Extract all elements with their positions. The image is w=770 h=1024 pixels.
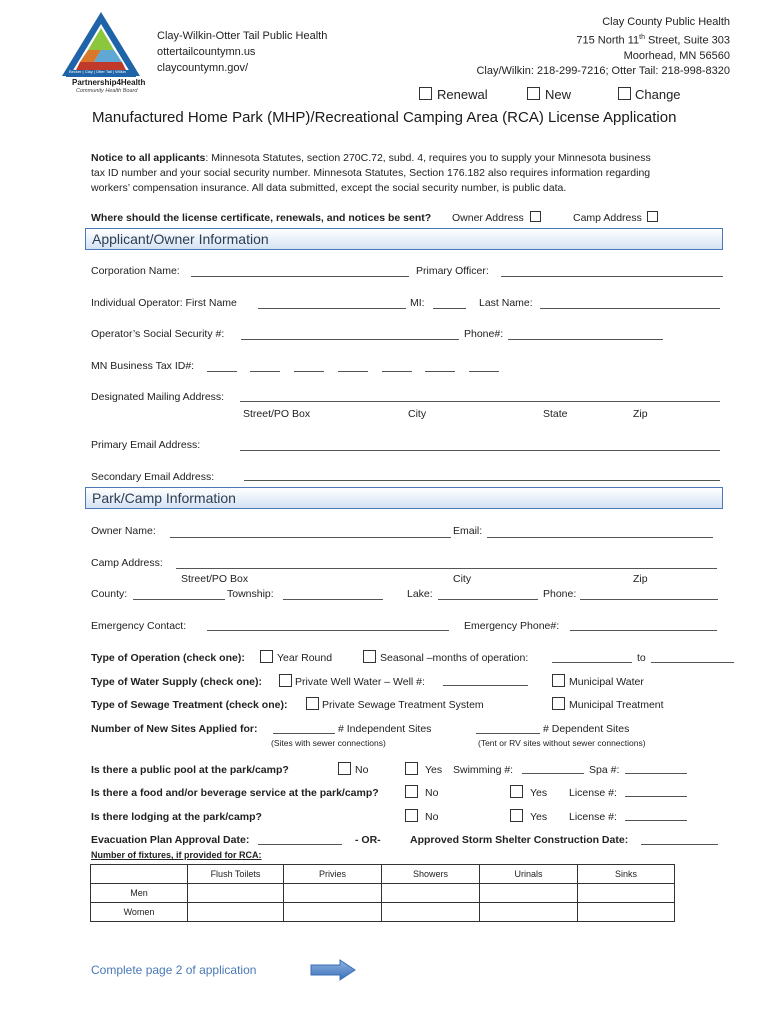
camp-address-label: Camp Address: (91, 557, 163, 569)
pool-question: Is there a public pool at the park/camp? (91, 764, 289, 776)
header-left-line3: claycountymn.gov/ (157, 62, 249, 74)
mailing-label: Designated Mailing Address: (91, 391, 225, 403)
ssn-label: Operator’s Social Security #: (91, 328, 225, 340)
primary-officer-label: Primary Officer: (416, 265, 489, 277)
new-label: New (545, 87, 572, 102)
page-title: Manufactured Home Park (MHP)/Recreational Camping Area (RCA) License Application (92, 109, 677, 126)
header-right (476, 15, 730, 79)
fixtures-header-urinals: Urinals (480, 865, 578, 884)
evacuation-label: Evacuation Plan Approval Date: (91, 834, 250, 846)
seasonal-label: Seasonal –months of operation: (380, 652, 529, 664)
storm-shelter-date-field[interactable] (641, 844, 718, 845)
logo-tagline: Community Health Board (76, 88, 138, 94)
lodging-question: Is there lodging at the park/camp? (91, 811, 262, 823)
fixtures-table (90, 864, 675, 922)
lake-field[interactable] (438, 599, 538, 600)
park-email-label: Email: (453, 525, 483, 537)
independent-sites-note: (Sites with sewer connections) (271, 738, 386, 748)
logo (60, 10, 146, 96)
camp-address-field[interactable] (176, 568, 717, 569)
lodging-license-field[interactable] (625, 820, 687, 821)
spa-label: Spa #: (589, 764, 620, 776)
dependent-sites-note: (Tent or RV sites without sewer connections) (478, 738, 646, 748)
food-license-field[interactable] (625, 796, 687, 797)
mailing-zip-caption: Zip (633, 408, 648, 420)
tax-id-digit-7[interactable] (469, 371, 499, 372)
header-right-line4: Clay/Wilkin: 218-299-7216; Otter Tail: 218-998-8320 (476, 64, 730, 77)
private-well-checkbox[interactable] (279, 674, 292, 687)
year-round-label: Year Round (277, 652, 333, 664)
women-privies-cell[interactable] (284, 903, 382, 922)
pool-no-checkbox[interactable] (338, 762, 351, 775)
notice-line1: : Minnesota Statutes, section 270C.72, subd. 4, requires you to supply your Minnesota business (205, 152, 651, 164)
tax-id-digit-6[interactable] (425, 371, 455, 372)
township-field[interactable] (283, 599, 383, 600)
seasonal-checkbox[interactable] (363, 650, 376, 663)
lake-label: Lake: (407, 588, 433, 600)
men-showers-cell[interactable] (382, 884, 480, 903)
mailing-field[interactable] (240, 401, 720, 402)
county-label: County: (91, 588, 128, 600)
fixtures-header-row (91, 865, 675, 884)
send-to-owner-label: Owner Address (452, 212, 524, 224)
fixtures-header-showers: Showers (382, 865, 480, 884)
food-yes-checkbox[interactable] (510, 785, 523, 798)
men-privies-cell[interactable] (284, 884, 382, 903)
municipal-water-checkbox[interactable] (552, 674, 565, 687)
fixtures-header-blank (91, 865, 188, 884)
owner-name-label: Owner Name: (91, 525, 156, 537)
pool-yes-checkbox[interactable] (405, 762, 418, 775)
evacuation-date-field[interactable] (258, 844, 342, 845)
season-start-field[interactable] (552, 662, 632, 663)
mailing-city-caption: City (408, 408, 427, 420)
season-to-label: to (637, 652, 646, 664)
emergency-phone-label: Emergency Phone#: (464, 620, 560, 632)
well-number-field[interactable] (443, 685, 528, 686)
notice-line3: workers’ compensation insurance. All data submitted, except the social security number, is public data. (91, 182, 567, 194)
footer-text: Complete page 2 of application (91, 963, 257, 977)
tax-id-digit-1[interactable] (207, 371, 237, 372)
women-showers-cell[interactable] (382, 903, 480, 922)
independent-sites-label: # Independent Sites (338, 723, 432, 735)
header-right-line2: 715 North 11th Street, Suite 303 (576, 34, 730, 47)
new-sites-label: Number of New Sites Applied for: (91, 723, 258, 735)
municipal-treatment-checkbox[interactable] (552, 697, 565, 710)
change-checkbox[interactable] (618, 87, 631, 100)
first-name-field[interactable] (258, 308, 406, 309)
send-to-camp-checkbox[interactable] (647, 211, 658, 222)
fixtures-header-privies: Privies (284, 865, 382, 884)
food-no-label: No (425, 787, 439, 799)
first-name-label: Individual Operator: First Name (91, 297, 237, 309)
private-well-label: Private Well Water – Well #: (295, 676, 425, 688)
fixtures-row-label: Men (91, 884, 188, 903)
ssn-field[interactable] (241, 339, 459, 340)
logo-band: Becker | Clay | Otter Tail | Wilkin (69, 69, 126, 74)
new-checkbox[interactable] (527, 87, 540, 100)
section-park-camp (85, 487, 723, 509)
food-license-label: License #: (569, 787, 617, 799)
mi-field[interactable] (433, 308, 466, 309)
change-label: Change (635, 87, 681, 102)
tax-id-digit-3[interactable] (294, 371, 324, 372)
fixtures-caption: Number of fixtures, if provided for RCA: (91, 850, 262, 860)
phone-field[interactable] (508, 339, 663, 340)
section-applicant-owner (85, 228, 723, 250)
season-end-field[interactable] (651, 662, 734, 663)
tax-id-label: MN Business Tax ID#: (91, 360, 195, 372)
tax-id-digit-2[interactable] (250, 371, 280, 372)
spa-field[interactable] (625, 773, 687, 774)
women-urinals-cell[interactable] (480, 903, 578, 922)
secondary-email-label: Secondary Email Address: (91, 471, 215, 483)
next-page-arrow-icon[interactable] (310, 959, 356, 986)
women-sinks-cell[interactable] (578, 903, 675, 922)
primary-email-label: Primary Email Address: (91, 439, 201, 451)
lodging-no-checkbox[interactable] (405, 809, 418, 822)
notice-line2: tax ID number and your social security number. Minnesota Statutes, Section 176.182 also requires information regarding (91, 167, 651, 179)
park-phone-field[interactable] (580, 599, 718, 600)
lodging-license-label: License #: (569, 811, 617, 823)
corporation-label: Corporation Name: (91, 265, 180, 277)
men-sinks-cell[interactable] (578, 884, 675, 903)
renewal-checkbox[interactable] (419, 87, 432, 100)
renewal-label: Renewal (437, 87, 488, 102)
lodging-no-label: No (425, 811, 439, 823)
municipal-treatment-label: Municipal Treatment (569, 699, 664, 711)
fixtures-header-flush-toilets: Flush Toilets (188, 865, 284, 884)
section-applicant-owner-title: Applicant/Owner Information (92, 231, 269, 247)
tax-id-digit-5[interactable] (382, 371, 412, 372)
water-supply-label: Type of Water Supply (check one): (91, 676, 262, 688)
header-right-line3: Moorhead, MN 56560 (623, 49, 730, 62)
or-label: - OR- (355, 834, 381, 846)
women-flush-toilets-cell[interactable] (188, 903, 284, 922)
header-right-line1: Clay County Public Health (602, 16, 730, 28)
food-question: Is there a food and/or beverage service at the park/camp? (91, 787, 379, 799)
emergency-phone-field[interactable] (570, 630, 717, 631)
private-sewage-label: Private Sewage Treatment System (322, 699, 484, 711)
last-name-label: Last Name: (479, 297, 533, 309)
swimming-field[interactable] (522, 773, 584, 774)
men-flush-toilets-cell[interactable] (188, 884, 284, 903)
primary-email-field[interactable] (240, 450, 720, 451)
header-left (157, 28, 327, 76)
lodging-yes-label: Yes (530, 811, 548, 823)
sewage-type-label: Type of Sewage Treatment (check one): (91, 699, 288, 711)
tax-id-digit-4[interactable] (338, 371, 368, 372)
mi-label: MI: (410, 297, 425, 309)
header-left-line2: ottertailcountymn.us (157, 46, 256, 58)
mailing-street-caption: Street/PO Box (243, 408, 311, 420)
men-urinals-cell[interactable] (480, 884, 578, 903)
lodging-yes-checkbox[interactable] (510, 809, 523, 822)
emergency-contact-field[interactable] (207, 630, 449, 631)
notice (91, 151, 651, 196)
fixtures-row-women (91, 903, 675, 922)
municipal-water-label: Municipal Water (569, 676, 644, 688)
independent-sites-field[interactable] (273, 733, 335, 734)
pool-no-label: No (355, 764, 369, 776)
food-no-checkbox[interactable] (405, 785, 418, 798)
logo-org: Partnership4Health (72, 78, 146, 87)
storm-shelter-label: Approved Storm Shelter Construction Date: (410, 834, 629, 846)
pool-yes-label: Yes (425, 764, 443, 776)
operation-type-label: Type of Operation (check one): (91, 652, 245, 664)
dependent-sites-label: # Dependent Sites (543, 723, 630, 735)
send-to-owner-checkbox[interactable] (530, 211, 541, 222)
fixtures-header-sinks: Sinks (578, 865, 675, 884)
secondary-email-field[interactable] (244, 480, 720, 481)
phone-label: Phone#: (464, 328, 504, 340)
park-phone-label: Phone: (543, 588, 577, 600)
swimming-label: Swimming #: (453, 764, 514, 776)
fixtures-row-men (91, 884, 675, 903)
camp-street-caption: Street/PO Box (181, 573, 249, 585)
corporation-field[interactable] (191, 276, 409, 277)
private-sewage-checkbox[interactable] (306, 697, 319, 710)
section-park-camp-title: Park/Camp Information (92, 490, 236, 506)
notice-label: Notice to all applicants (91, 152, 206, 164)
owner-name-field[interactable] (170, 537, 451, 538)
food-yes-label: Yes (530, 787, 548, 799)
send-to-camp-label: Camp Address (573, 212, 642, 224)
county-field[interactable] (133, 599, 225, 600)
header-left-line1: Clay-Wilkin-Otter Tail Public Health (157, 30, 328, 42)
last-name-field[interactable] (540, 308, 720, 309)
camp-zip-caption: Zip (633, 573, 648, 585)
dependent-sites-field[interactable] (476, 733, 540, 734)
township-label: Township: (227, 588, 274, 600)
send-to-question: Where should the license certificate, renewals, and notices be sent? (91, 212, 432, 224)
park-email-field[interactable] (487, 537, 713, 538)
mailing-state-caption: State (543, 408, 568, 420)
year-round-checkbox[interactable] (260, 650, 273, 663)
camp-city-caption: City (453, 573, 472, 585)
emergency-contact-label: Emergency Contact: (91, 620, 187, 632)
primary-officer-field[interactable] (501, 276, 723, 277)
fixtures-row-label: Women (91, 903, 188, 922)
